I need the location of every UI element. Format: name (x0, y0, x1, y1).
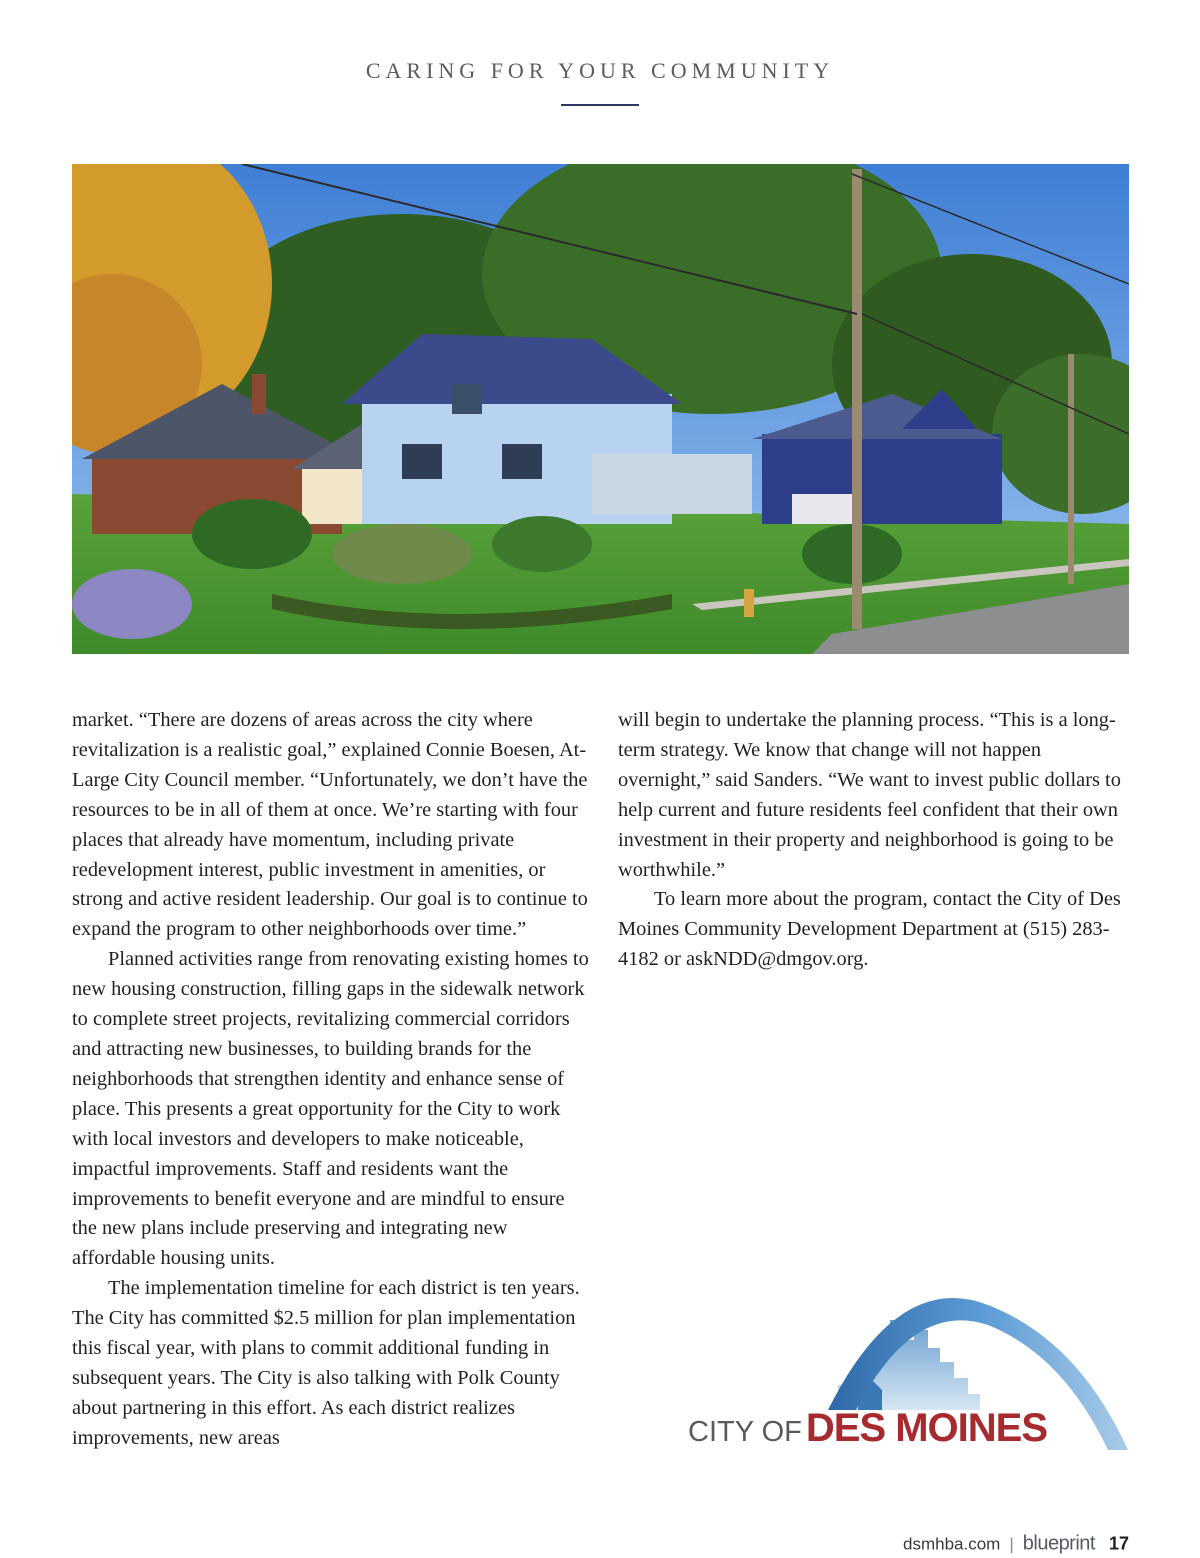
article-paragraph: Planned activities range from renovating existing homes to new housing construction, filling gaps in the sidewalk network to complete street projects, revitalizing commercial corridors and attracting new businesses, to building brands for the neighborhoods that strengthen identity and enhance sense of place. This presents a great opportunity for the City to work with local investors and developers to make noticeable, impactful improvements. Staff and residents want the improvements to benefit everyone and are mindful to ensure the new plans include preserving and integrating new affordable housing units. (72, 948, 589, 1270)
article-paragraph: The implementation timeline for each district is ten years. The City has committed $2.5 million for plan implementation this fiscal year, with plans to commit additional funding in subsequent years. The City is also talking with Polk County about partnering in this effort. As each district realizes improvements, new areas (72, 1277, 580, 1449)
neighborhood-houses-photo (72, 164, 1129, 654)
article-paragraph: To learn more about the program, contact the City of Des Moines Community Development Department at (515) 283-4182 or askNDD@dmgov.org. (618, 888, 1121, 971)
logo-city-name: DES MOINES (805, 1406, 1048, 1450)
article-left-column (72, 706, 592, 1454)
logo-wordmark (688, 1406, 1047, 1451)
city-of-des-moines-logo (688, 1290, 1133, 1470)
page-number: 17 (1108, 1533, 1129, 1554)
logo-prefix: CITY OF (688, 1416, 802, 1448)
article-right-column (618, 706, 1138, 975)
page-header-title: CARING FOR YOUR COMMUNITY (365, 58, 835, 83)
article-paragraph: market. “There are dozens of areas across the city where revitalization is a realistic goal,” explained Connie Boesen, At-Large City Council member. “Unfortunately, we don’t have the resources to be in all of them at once. We’re starting with four places that already have momentum, including private redevelopment interest, public investment in amenities, or strong and active resident leadership. Our goal is to continue to expand the program to other neighborhoods over time.” (72, 709, 588, 941)
footer-site: dsmhba.com (903, 1534, 1001, 1554)
page-footer (903, 1533, 1129, 1556)
header-divider (561, 104, 639, 106)
article-paragraph: will begin to undertake the planning process. “This is a long-term strategy. We know that change will not happen overnight,” said Sanders. “We want to invest public dollars to help current and future residents feel confident that their own investment in their property and neighborhood is going to be worthwhile.” (618, 709, 1121, 881)
footer-separator: | (1009, 1534, 1014, 1554)
footer-brand: blueprint (1022, 1532, 1095, 1555)
